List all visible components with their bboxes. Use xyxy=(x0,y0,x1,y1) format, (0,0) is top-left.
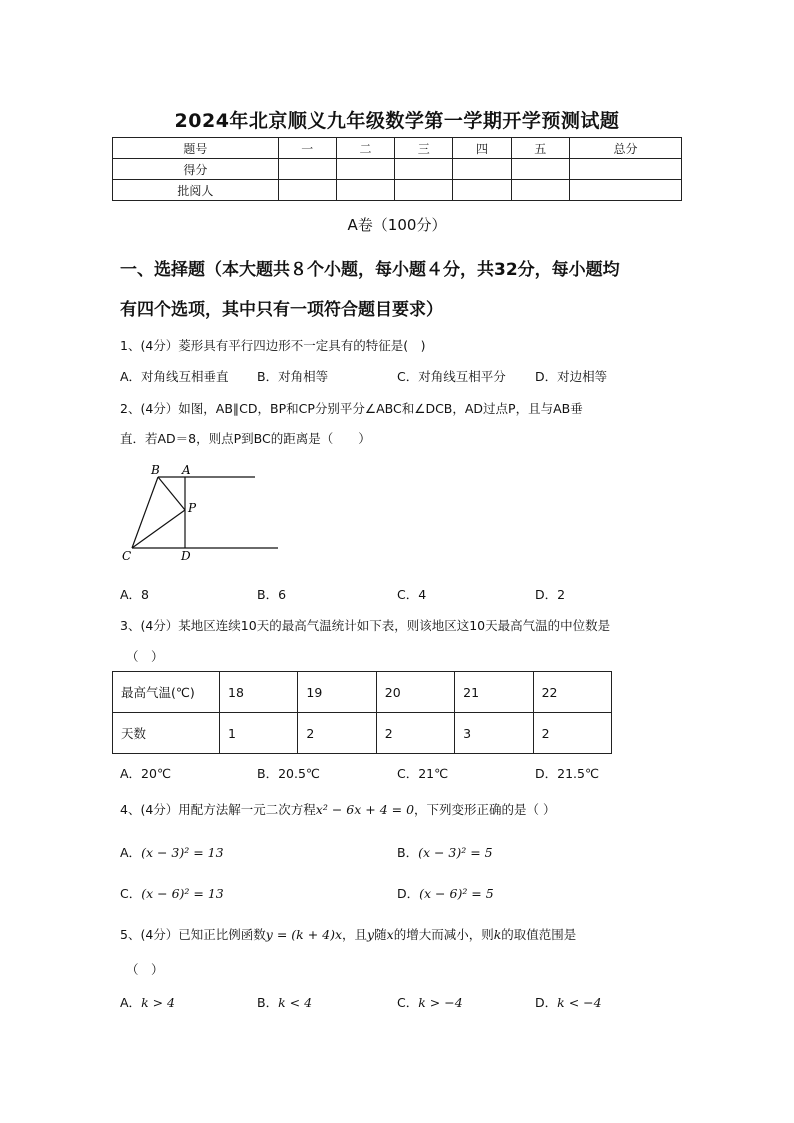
table-cell: 三 xyxy=(395,138,453,159)
option-math: (x − 6)² = 13 xyxy=(141,886,224,901)
line-bp xyxy=(158,477,185,510)
table-cell xyxy=(278,180,336,201)
table-cell xyxy=(511,159,569,180)
q4-option-c xyxy=(120,884,224,902)
score-table xyxy=(112,137,682,201)
line-cp xyxy=(132,510,185,548)
q5-function: y = (k + 4)x xyxy=(265,927,343,942)
table-cell: 天数 xyxy=(113,713,220,754)
q4-option-a xyxy=(120,843,224,861)
q5-option-c xyxy=(397,993,463,1011)
table-cell: 22 xyxy=(533,672,611,713)
label-b: B xyxy=(151,463,160,477)
q5-var-y: y xyxy=(367,927,375,942)
question-3-line1: 3、(4分）某地区连续10天的最高气温统计如下表，则该地区这10天最高气温的中位数是 xyxy=(120,618,611,633)
table-cell xyxy=(453,180,511,201)
table-cell: 得分 xyxy=(113,159,279,180)
option-label: A． xyxy=(120,845,142,860)
temperature-table xyxy=(112,671,612,754)
table-cell xyxy=(569,180,681,201)
table-cell: 二 xyxy=(336,138,394,159)
question-1: 1、(4分）菱形具有平行四边形不一定具有的特征是( ) xyxy=(120,338,426,353)
q5-text: 随 xyxy=(374,927,387,942)
question-5-line2: （ ） xyxy=(126,962,164,977)
table-cell: 批阅人 xyxy=(113,180,279,201)
table-cell xyxy=(395,159,453,180)
score-table-row xyxy=(113,180,682,201)
table-cell xyxy=(278,159,336,180)
question-2-line1: 2、(4分）如图，AB∥CD，BP和CP分别平分∠ABC和∠DCB，AD过点P，且与AB垂 xyxy=(120,401,583,416)
q5-var-k: k xyxy=(493,927,502,942)
q2-option-a: A．8 xyxy=(120,587,150,602)
table-cell xyxy=(511,180,569,201)
table-cell: 18 xyxy=(220,672,298,713)
line-bc xyxy=(132,477,158,548)
option-label: D． xyxy=(535,995,558,1010)
table-cell: 最高气温(℃) xyxy=(113,672,220,713)
option-math: (x − 3)² = 13 xyxy=(141,845,224,860)
section-heading-line2: 有四个选项，其中只有一项符合题目要求） xyxy=(120,300,443,320)
table-cell: 3 xyxy=(455,713,533,754)
option-math: k > 4 xyxy=(141,995,176,1010)
label-c: C xyxy=(122,549,132,563)
score-table-header-row xyxy=(113,138,682,159)
table-cell: 题号 xyxy=(113,138,279,159)
option-math: k < −4 xyxy=(557,995,602,1010)
table-cell xyxy=(336,159,394,180)
table-cell: 一 xyxy=(278,138,336,159)
table-cell xyxy=(453,159,511,180)
table-cell: 20 xyxy=(376,672,454,713)
option-label: A． xyxy=(120,995,142,1010)
table-cell: 21 xyxy=(455,672,533,713)
q5-text: 的取值范围是 xyxy=(501,927,577,942)
table-cell: 五 xyxy=(511,138,569,159)
option-math: k < 4 xyxy=(278,995,313,1010)
question-2-line2: 直．若AD＝8，则点P到BC的距离是（ ） xyxy=(120,431,371,446)
q3-option-c: C．21℃ xyxy=(397,766,449,781)
table-cell: 2 xyxy=(298,713,376,754)
table-cell: 2 xyxy=(376,713,454,754)
table-cell: 2 xyxy=(533,713,611,754)
table-cell: 总分 xyxy=(569,138,681,159)
q2-option-d: D．2 xyxy=(535,587,566,602)
q1-option-b: B．对角相等 xyxy=(257,369,329,384)
q5-option-a xyxy=(120,993,175,1011)
q5-option-b xyxy=(257,993,312,1011)
q2-option-b: B．6 xyxy=(257,587,287,602)
q5-text: 5、(4分）已知正比例函数 xyxy=(120,927,266,942)
q5-text: ，且 xyxy=(342,927,368,942)
score-table-row xyxy=(113,159,682,180)
table-cell: 1 xyxy=(220,713,298,754)
q3-option-a: A．20℃ xyxy=(120,766,171,781)
option-math: k > −4 xyxy=(418,995,463,1010)
section-heading-line1: 一、选择题（本大题共８个小题，每小题４分，共32分，每小题均 xyxy=(120,260,620,280)
q4-suffix: ，下列变形正确的是（ ） xyxy=(414,802,556,817)
table-cell: 四 xyxy=(453,138,511,159)
q1-option-a: A．对角线互相垂直 xyxy=(120,369,229,384)
option-math: (x − 3)² = 5 xyxy=(418,845,493,860)
question-5-line1 xyxy=(120,925,680,943)
option-label: C． xyxy=(397,995,419,1010)
q4-option-b xyxy=(397,843,493,861)
q4-equation: x² − 6x + 4 = 0 xyxy=(315,802,415,817)
geometry-figure xyxy=(110,460,290,565)
question-3-line2: （ ） xyxy=(126,649,164,664)
q3-option-d: D．21.5℃ xyxy=(535,766,599,781)
q2-option-c: C．4 xyxy=(397,587,427,602)
q5-var-x: x xyxy=(386,927,394,942)
option-label: B． xyxy=(257,995,279,1010)
q5-option-d xyxy=(535,993,602,1011)
table-cell xyxy=(569,159,681,180)
page-title: 2024年北京顺义九年级数学第一学期开学预测试题 xyxy=(174,110,620,132)
option-math: (x − 6)² = 5 xyxy=(419,886,494,901)
q5-text: 的增大而减小，则 xyxy=(393,927,494,942)
table-row xyxy=(113,713,612,754)
label-p: P xyxy=(188,501,197,515)
q1-option-d: D．对边相等 xyxy=(535,369,608,384)
question-4 xyxy=(120,800,680,818)
paper-section-title: A卷（100分） xyxy=(347,216,447,234)
table-row xyxy=(113,672,612,713)
table-cell xyxy=(336,180,394,201)
option-label: B． xyxy=(397,845,419,860)
q3-option-b: B．20.5℃ xyxy=(257,766,320,781)
q1-option-c: C．对角线互相平分 xyxy=(397,369,506,384)
option-label: D． xyxy=(397,886,420,901)
q4-prefix: 4、(4分）用配方法解一元二次方程 xyxy=(120,802,316,817)
q4-option-d xyxy=(397,884,494,902)
option-label: C． xyxy=(120,886,142,901)
table-cell: 19 xyxy=(298,672,376,713)
label-a: A xyxy=(182,463,191,477)
label-d: D xyxy=(181,549,191,563)
table-cell xyxy=(395,180,453,201)
